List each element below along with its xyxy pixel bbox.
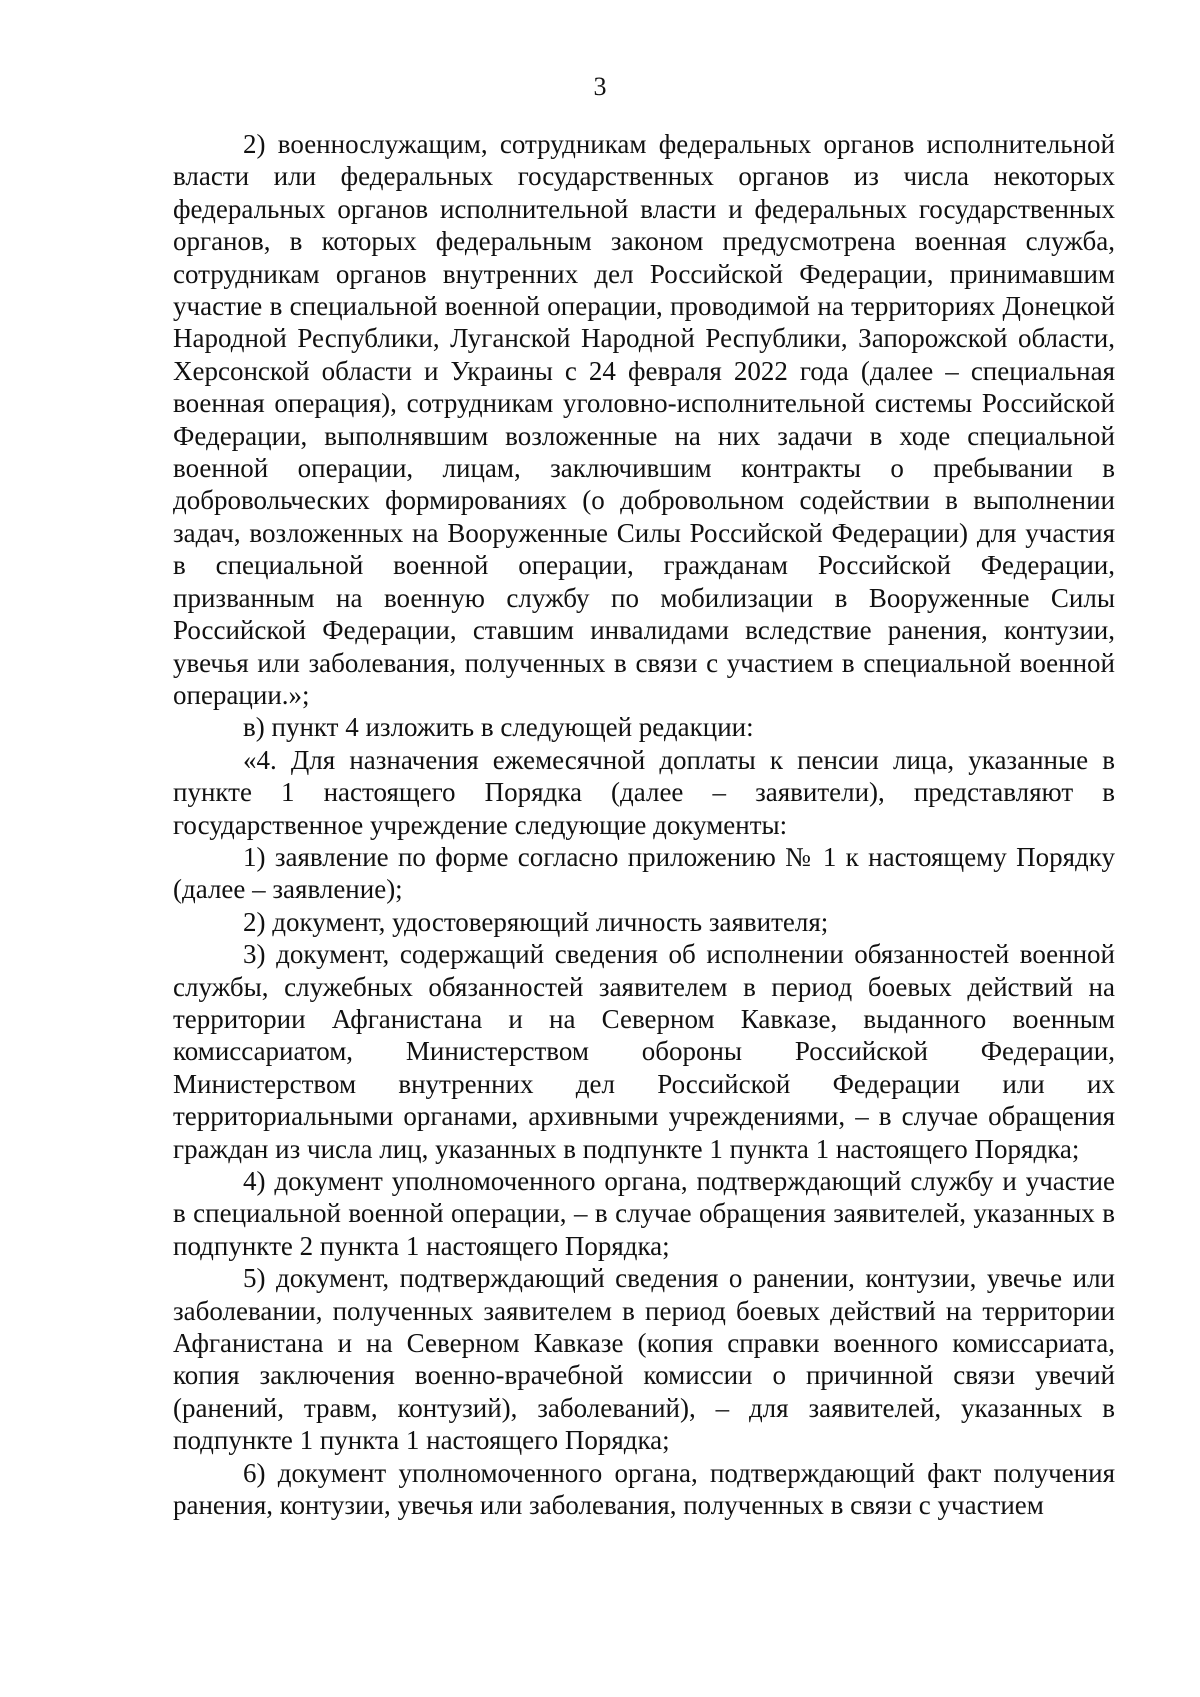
paragraph-item-4: 4) документ уполномоченного органа, подтверждающий службу и участие в специальной военной операции, – в случае обращения заявителей, указанных в подпункте 2 пункта 1 настоящего Порядка; xyxy=(173,1166,1115,1261)
paragraph-item-2: 2) документ, удостоверяющий личность заявителя; xyxy=(243,906,829,937)
page-number: 3 xyxy=(593,72,607,101)
paragraph-clause-2: 2) военнослужащим, сотрудникам федеральных органов исполнительной власти или федеральных государственных органов из числа некоторых федеральных органов исполнительной власти и федеральных государственных органов, в которых федеральным законом предусмотрена военная служба, сотрудникам органов внутренних дел Российской Федерации, принимавшим участие в специальной военной операции, проводимой на территориях Донецкой Народной Республики, Луганской Народной Республики, Запорожской области, Херсонской области и Украины с 24 февраля 2022 года (далее – специальная военная операция), сотрудникам уголовно-исполнительной системы Российской Федерации, выполнявшим возложенные на них задачи в ходе специальной военной операции, лицам, заключившим контракты о пребывании в добровольческих формированиях (о добровольном содействии в выполнении задач, возложенных на Вооруженные Силы Российской Федерации) для участия в специальной военной операции, гражданам Российской Федерации, призванным на военную службу по мобилизации в Вооруженные Силы Российской Федерации, ставшим инвалидами вследствие ранения, контузии, увечья или заболевания, полученных в связи с участием в специальной военной операции.»; xyxy=(173,129,1115,710)
paragraph-item-5: 5) документ, подтверждающий сведения о ранении, контузии, увечье или заболевании, полученных заявителем в период боевых действий на территории Афганистана и на Северном Кавказе (копия справки военного комиссариата, копия заключения военно-врачебной комиссии о причинной связи увечий (ранений, травм, контузий), заболеваний), – для заявителей, указанных в подпункте 1 пункта 1 настоящего Порядка; xyxy=(173,1263,1115,1456)
paragraph-item-6: 6) документ уполномоченного органа, подтверждающий факт получения ранения, контузии, увечья или заболевания, полученных в связи с участием xyxy=(173,1457,1115,1521)
paragraph-point-4: «4. Для назначения ежемесячной доплаты к пенсии лица, указанные в пункте 1 настоящего Порядка (далее – заявители), представляют в государственное учреждение следующие документы: xyxy=(173,744,1115,840)
paragraph-item-3: 3) документ, содержащий сведения об исполнении обязанностей военной службы, служебных обязанностей заявителем в период боевых действий на территории Афганистана и на Северном Кавказе, выданного военным комиссариатом, Министерством обороны Российской Федерации, Министерством внутренних дел Российской Федерации или их территориальными органами, архивными учреждениями, – в случае обращения граждан из числа лиц, указанных в подпункте 1 пункта 1 настоящего Порядка; xyxy=(173,939,1115,1164)
paragraph-amendment-v: в) пункт 4 изложить в следующей редакции: xyxy=(243,712,754,743)
document-body xyxy=(173,128,1115,1521)
paragraph-item-1: 1) заявление по форме согласно приложению № 1 к настоящему Порядку (далее – заявление); xyxy=(173,841,1115,905)
